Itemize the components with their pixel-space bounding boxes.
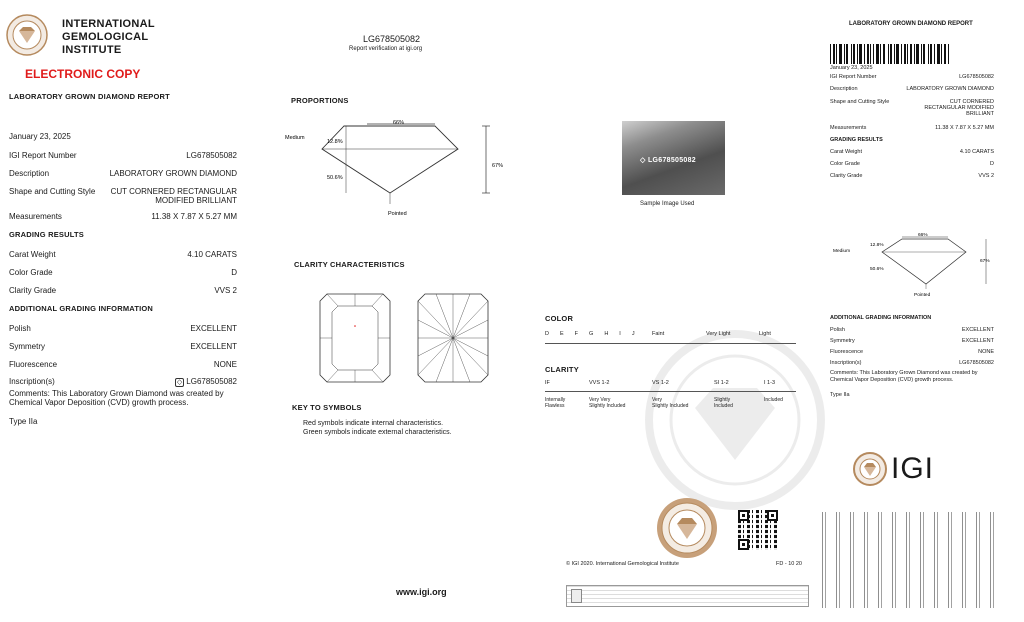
right-additional-fluorescence: Fluorescence NONE	[830, 349, 994, 355]
clarity-scale-divider	[545, 391, 796, 392]
right-field-shape: Shape and Cutting Style CUT CORNERED RECTANGULAR MODIFIED BRILLIANT	[830, 99, 994, 117]
clarity-grade-i: I 1-3	[764, 380, 776, 386]
copyright-text: © IGI 2020. International Gemological Institute	[566, 561, 679, 567]
pavilion-pct: 50.6%	[327, 175, 343, 181]
additional-fluorescence: Fluorescence NONE	[9, 360, 237, 369]
right-grading-carat: Carat Weight 4.10 CARATS	[830, 149, 994, 155]
right-culet-label: Pointed	[914, 293, 931, 298]
right-type: Type IIa	[830, 392, 850, 398]
gemology-watermark-seal	[645, 330, 825, 510]
right-date: January 23, 2025	[830, 65, 873, 71]
key-to-symbols-title: KEY TO SYMBOLS	[292, 403, 362, 412]
form-code: FD - 10 20	[776, 561, 802, 567]
sample-caption: Sample Image Used	[640, 201, 695, 207]
color-group-light: Light	[759, 331, 771, 337]
right-additional-inscription: Inscription(s) LG678505082	[830, 360, 994, 366]
igi-mini-icon: ◇	[640, 157, 648, 164]
igi-logo-text: IGI	[891, 452, 935, 485]
igi-seal-small-icon	[853, 452, 887, 486]
right-field-measurements: Measurements 11.38 X 7.87 X 5.27 MM	[830, 125, 994, 131]
additional-polish: Polish EXCELLENT	[9, 324, 237, 333]
grading-results-title: GRADING RESULTS	[9, 230, 84, 239]
right-additional-title: ADDITIONAL GRADING INFORMATION	[830, 315, 932, 321]
qr-code-icon[interactable]	[738, 510, 778, 550]
field-description: Description LABORATORY GROWN DIAMOND	[9, 169, 237, 178]
culet-label: Pointed	[388, 211, 407, 217]
gold-seal-icon	[656, 497, 718, 559]
barcode	[830, 44, 995, 64]
right-depth-pct: 67%	[980, 259, 990, 264]
clarity-desc-vs: Very Slightly Included	[652, 397, 689, 409]
clarity-grade-vvs: VVS 1-2	[589, 380, 610, 386]
key-line-green: Green symbols indicate external characteristics.	[303, 429, 452, 436]
clarity-plot-pavilion	[416, 292, 490, 384]
right-additional-symmetry: Symmetry EXCELLENT	[830, 338, 994, 344]
grading-clarity: Clarity Grade VVS 2	[9, 286, 237, 295]
igi-logo	[853, 452, 934, 486]
clarity-grade-si: SI 1-2	[714, 380, 729, 386]
clarity-grade-if: IF	[545, 380, 550, 386]
grading-carat: Carat Weight 4.10 CARATS	[9, 250, 237, 259]
sample-image	[622, 121, 725, 195]
right-comments: Comments: This Laboratory Grown Diamond was created by Chemical Vapor Deposition (CVD) growth process.	[830, 370, 978, 383]
sample-inscription: ◇ LG678505082	[640, 157, 696, 164]
right-girdle-label: Medium	[833, 249, 851, 254]
color-scale-letters: D E F G H I J	[545, 331, 635, 337]
clarity-grade-vs: VS 1-2	[652, 380, 669, 386]
color-scale-divider	[545, 343, 796, 344]
report-number-header: LG678505082	[363, 34, 421, 44]
igi-mini-icon: ◇	[176, 379, 183, 386]
diamond-profile	[322, 126, 458, 193]
right-crown-pct: 12.8%	[870, 243, 884, 248]
comments-text: Comments: This Laboratory Grown Diamond was created by Chemical Vapor Deposition (CVD) growth process.	[9, 389, 224, 407]
crown-pct: 12.8%	[327, 139, 343, 145]
security-footer-strip	[566, 585, 809, 607]
color-scale-title: COLOR	[545, 314, 574, 323]
additional-symmetry: Symmetry EXCELLENT	[9, 342, 237, 351]
proportions-diagram	[280, 112, 504, 220]
report-date: January 23, 2025	[9, 132, 71, 141]
clarity-scale-title: CLARITY	[545, 365, 579, 374]
right-additional-polish: Polish EXCELLENT	[830, 327, 994, 333]
rotated-summary-block	[818, 512, 998, 608]
color-group-faint: Faint	[652, 331, 665, 337]
document-icon	[571, 589, 582, 603]
clarity-desc-if: Internally Flawless	[545, 397, 566, 409]
additional-inscription: Inscription(s) ◇ LG678505082	[9, 377, 237, 386]
right-grading-clarity: Clarity Grade VVS 2	[830, 173, 994, 179]
key-line-red: Red symbols indicate internal characteristics.	[303, 420, 444, 427]
color-group-very-light: Very Light	[706, 331, 731, 337]
clarity-desc-vvs: Very Very Slightly Included	[589, 397, 626, 409]
type-text: Type IIa	[9, 417, 38, 426]
clarity-plot-crown	[318, 292, 392, 384]
right-report-title: LABORATORY GROWN DIAMOND REPORT	[849, 21, 973, 27]
igi-seal-logo	[6, 14, 48, 56]
field-shape: Shape and Cutting Style CUT CORNERED RECTANGULAR MODIFIED BRILLIANT	[9, 187, 237, 205]
website-link[interactable]: www.igi.org	[396, 587, 447, 597]
clarity-desc-i: Included	[764, 397, 783, 403]
right-proportions-diagram	[830, 228, 1000, 300]
right-field-report-number: IGI Report Number LG678505082	[830, 74, 994, 80]
clarity-characteristics-title: CLARITY CHARACTERISTICS	[294, 260, 405, 269]
org-name: INTERNATIONAL GEMOLOGICAL INSTITUTE	[62, 18, 155, 56]
field-measurements: Measurements 11.38 X 7.87 X 5.27 MM	[9, 212, 237, 221]
proportions-title: PROPORTIONS	[291, 96, 349, 105]
right-table-pct: 66%	[918, 233, 928, 238]
field-report-number: IGI Report Number LG678505082	[9, 151, 237, 160]
additional-info-title: ADDITIONAL GRADING INFORMATION	[9, 304, 154, 313]
electronic-copy-label: ELECTRONIC COPY	[25, 67, 141, 81]
right-field-description: Description LABORATORY GROWN DIAMOND	[830, 86, 994, 92]
depth-pct: 67%	[492, 163, 504, 169]
right-grading-color: Color Grade D	[830, 161, 994, 167]
girdle-label: Medium	[285, 135, 305, 141]
table-pct: 66%	[393, 120, 405, 126]
right-pavilion-pct: 50.6%	[870, 267, 884, 272]
report-title: LABORATORY GROWN DIAMOND REPORT	[9, 92, 170, 101]
grading-color: Color Grade D	[9, 268, 237, 277]
right-grading-title: GRADING RESULTS	[830, 137, 883, 143]
verification-text: Report verification at igi.org	[349, 46, 423, 52]
clarity-desc-si: Slightly Included	[714, 397, 733, 409]
